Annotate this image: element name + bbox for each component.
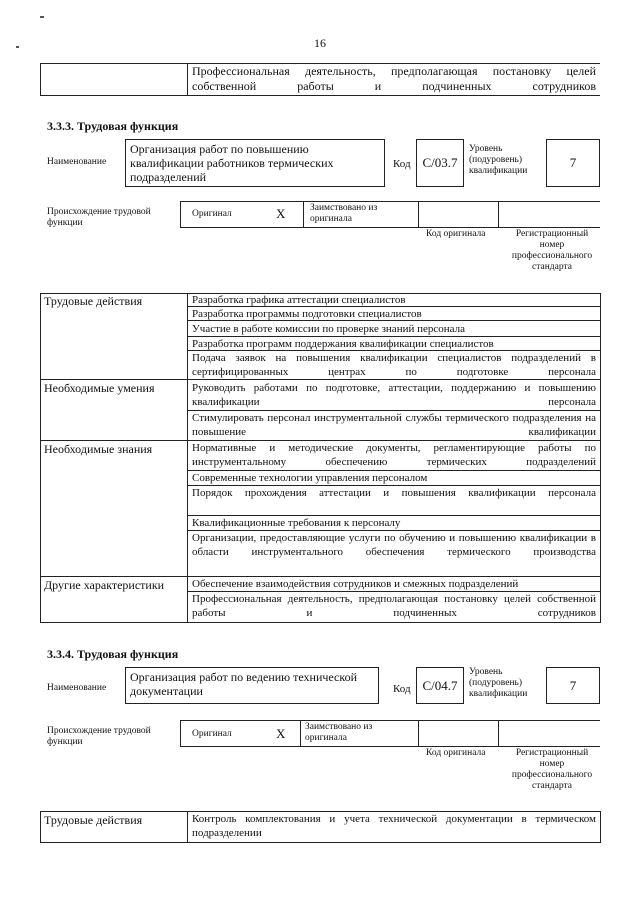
group-label-knowledge: Необходимые знания	[44, 442, 153, 456]
level-label: Уровень (подуровень) квалификации	[469, 144, 528, 176]
list-item: Профессиональная деятельность, предполагающая постановку целей собственной работы и подчиненных сотрудников	[192, 593, 596, 619]
function-level: 7	[546, 139, 600, 187]
page-number: 16	[314, 36, 326, 50]
scan-mark	[40, 16, 44, 18]
function-code: C/04.7	[416, 667, 464, 704]
section-heading: 3.3.3. Трудовая функция	[47, 119, 179, 133]
list-item: Разработка программ поддержания квалификации специалистов	[192, 338, 494, 350]
list-item: Нормативные и методические документы, регламентирующие работы по инструментальному обеспечению термических подразделений	[192, 442, 596, 468]
original-label: Оригинал	[192, 209, 232, 219]
list-item: Разработка программы подготовки специалистов	[192, 308, 422, 320]
list-item: Стимулировать персонал инструментальной службы термического подразделения на повышение квалификации	[192, 412, 596, 438]
function-code: C/03.7	[416, 139, 464, 187]
list-item: Современные технологии управления персоналом	[192, 472, 428, 484]
original-label: Оригинал	[192, 729, 232, 739]
group-label-actions: Трудовые действия	[44, 294, 143, 308]
origin-label: Происхождение трудовой функции	[47, 207, 151, 228]
list-item: Разработка графика аттестации специалистов	[192, 294, 406, 306]
function-name: Организация работ по повышению квалификации работников термических подразделений	[125, 139, 385, 187]
section-heading: 3.3.4. Трудовая функция	[47, 647, 179, 661]
reg-number-label: Регистрационный номер профессионального стандарта	[511, 748, 593, 791]
name-label: Наименование	[47, 157, 107, 167]
original-mark: X	[276, 206, 286, 221]
list-item: Организации, предоставляющие услуги по обучению и повышению квалификации в области инструментального обеспечения термического производства	[192, 532, 596, 558]
origin-label: Происхождение трудовой функции	[47, 726, 151, 747]
function-name: Организация работ по ведению технической документации	[125, 667, 379, 704]
code-label: Код	[393, 683, 411, 695]
list-item: Подача заявок на повышения квалификации специалистов подразделений в сертифицированных центрах по подготовке персонала	[192, 352, 596, 378]
orig-code-label: Код оригинала	[426, 748, 486, 758]
function-level: 7	[546, 667, 600, 704]
list-item: Порядок прохождения аттестации и повышения квалификации персонала	[192, 487, 596, 499]
group-label-actions: Трудовые действия	[44, 813, 143, 827]
list-item: Руководить работами по подготовке, аттестации, поддержанию и повышению квалификации персонала	[192, 382, 596, 408]
list-item: Обеспечение взаимодействия сотрудников и смежных подразделений	[192, 578, 519, 590]
code-label: Код	[393, 158, 411, 170]
list-item: Квалификационные требования к персоналу	[192, 517, 401, 529]
name-label: Наименование	[47, 683, 107, 693]
group-label-other: Другие характеристики	[44, 578, 165, 592]
orig-code-label: Код оригинала	[426, 229, 486, 239]
reg-number-label: Регистрационный номер профессионального стандарта	[511, 229, 593, 272]
borrowed-label: Заимствовано из оригинала	[305, 722, 373, 743]
continuation-text: Профессиональная деятельность, предполагающая постановку целей собственной работы и подчиненных сотрудников	[192, 64, 596, 93]
list-item: Контроль комплектования и учета технической документации в термическом подразделении	[192, 813, 596, 839]
original-mark: X	[276, 726, 286, 741]
level-label: Уровень (подуровень) квалификации	[469, 667, 528, 699]
group-label-skills: Необходимые умения	[44, 381, 155, 395]
borrowed-label: Заимствовано из оригинала	[310, 203, 378, 224]
list-item: Участие в работе комиссии по проверке знаний персонала	[192, 323, 465, 335]
